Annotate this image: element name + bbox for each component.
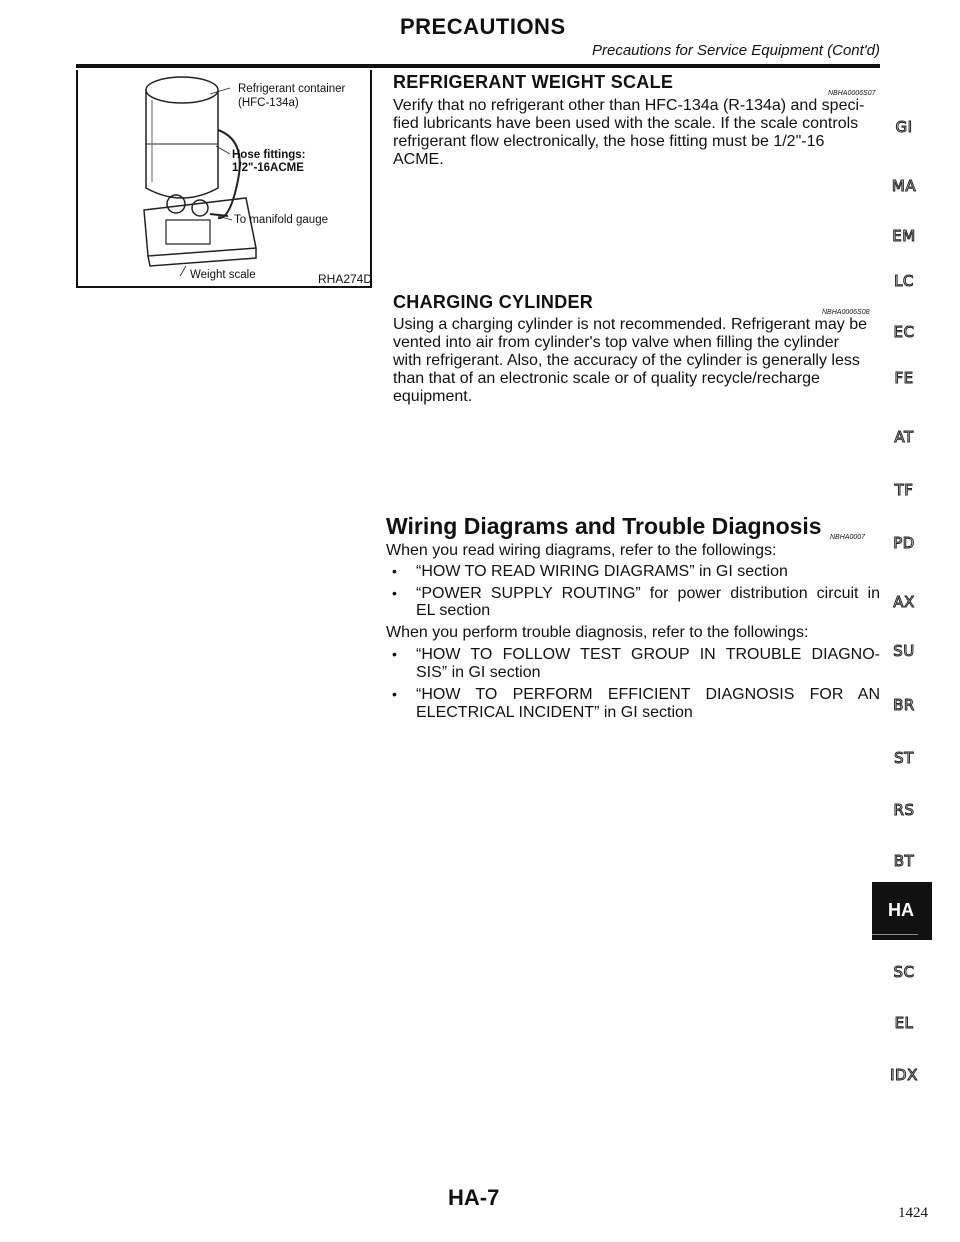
wiring-bullet-2-line-2: EL section xyxy=(416,602,491,619)
bullet-2: • xyxy=(392,585,397,601)
side-tab-em[interactable]: EM xyxy=(892,227,916,245)
section-title-weight-scale: REFRIGERANT WEIGHT SCALE xyxy=(393,72,674,92)
figure-label-container: Refrigerant container xyxy=(238,83,346,95)
text-line: with refrigerant. Also, the accuracy of the cylinder is generally less xyxy=(393,352,860,369)
wiring-bullet-3-line-1: “HOW TO FOLLOW TEST GROUP IN TROUBLE DIAGNO- xyxy=(416,646,880,663)
bullet-1: • xyxy=(392,563,397,579)
wiring-intro-2: When you perform trouble diagnosis, refer to the followings: xyxy=(386,624,809,641)
text-line: fied lubricants have been used with the scale. If the scale controls xyxy=(393,115,859,132)
section-title-charging-cylinder: CHARGING CYLINDER xyxy=(393,292,594,312)
figure-label-scale: Weight scale xyxy=(190,269,256,281)
side-tab-st[interactable]: ST xyxy=(894,749,914,767)
text-line: equipment. xyxy=(393,388,473,405)
bullet-3: • xyxy=(392,646,397,662)
figure-label-container-sub: (HFC-134a) xyxy=(238,97,299,109)
side-tab-rs[interactable]: RS xyxy=(893,801,915,819)
wiring-bullet-1: “HOW TO READ WIRING DIAGRAMS” in GI section xyxy=(416,563,788,580)
side-tab-ma[interactable]: MA xyxy=(891,177,917,195)
side-tab-sc[interactable]: SC xyxy=(893,963,915,981)
wiring-bullet-2-line-1: “POWER SUPPLY ROUTING” for power distribution circuit in xyxy=(416,585,880,602)
figure-label-manifold: To manifold gauge xyxy=(234,214,328,226)
header-rule xyxy=(76,64,880,68)
refrigerant-scale-illustration xyxy=(78,70,373,286)
section-title-wiring: Wiring Diagrams and Trouble Diagnosis xyxy=(386,513,822,539)
side-tab-gi[interactable]: GI xyxy=(895,118,913,136)
text-line: ACME. xyxy=(393,151,444,168)
side-tab-el[interactable]: EL xyxy=(894,1014,914,1032)
text-line: Using a charging cylinder is not recommended. Refrigerant may be xyxy=(393,316,868,333)
side-tab-at[interactable]: AT xyxy=(894,428,914,446)
text-line: vented into air from cylinder's top valve when filling the cylinder xyxy=(393,334,839,351)
text-line: Verify that no refrigerant other than HFC-134a (R-134a) and speci- xyxy=(393,97,865,114)
figure-code: RHA274D xyxy=(318,272,373,286)
bullet-4: • xyxy=(392,686,397,702)
figure-label-hose-spec: 1/2"-16ACME xyxy=(232,162,304,174)
weight-scale-body xyxy=(393,97,881,169)
page-subtitle: Precautions for Service Equipment (Cont'd) xyxy=(592,42,880,59)
section-code-charging-cylinder: NBHA0006S08 xyxy=(822,309,870,316)
side-tab-tf[interactable]: TF xyxy=(894,481,914,499)
wiring-bullet-4-line-2: ELECTRICAL INCIDENT” in GI section xyxy=(416,704,693,721)
section-code-weight-scale: NBHA0006S07 xyxy=(828,90,876,97)
page-sequence-number: 1424 xyxy=(898,1205,928,1221)
side-tab-ha-label: HA xyxy=(888,900,914,920)
side-tab-su[interactable]: SU xyxy=(893,642,915,660)
figure-label-hose: Hose fittings: xyxy=(232,149,306,161)
side-tab-ha-underline xyxy=(872,934,918,935)
text-line: refrigerant flow electronically, the hose fitting must be 1/2"-16 xyxy=(393,133,825,150)
charging-cylinder-body xyxy=(393,316,881,406)
page-number-label: HA-7 xyxy=(448,1185,500,1210)
side-tab-idx[interactable]: IDX xyxy=(890,1066,918,1084)
side-tab-ax[interactable]: AX xyxy=(893,593,915,611)
page-title: PRECAUTIONS xyxy=(400,14,566,39)
side-tab-lc[interactable]: LC xyxy=(894,272,914,290)
wiring-intro-1: When you read wiring diagrams, refer to the followings: xyxy=(386,542,777,559)
side-tab-br[interactable]: BR xyxy=(893,696,915,714)
section-code-wiring: NBHA0007 xyxy=(830,534,866,541)
side-tab-ec[interactable]: EC xyxy=(893,323,915,341)
text-line: than that of an electronic scale or of quality recycle/recharge xyxy=(393,370,820,387)
wiring-bullet-4-line-1: “HOW TO PERFORM EFFICIENT DIAGNOSIS FOR AN xyxy=(416,686,880,703)
side-tab-pd[interactable]: PD xyxy=(893,534,915,552)
wiring-bullet-3-line-2: SIS” in GI section xyxy=(416,664,541,681)
side-tab-bt[interactable]: BT xyxy=(893,852,915,870)
side-tab-fe[interactable]: FE xyxy=(894,369,914,387)
